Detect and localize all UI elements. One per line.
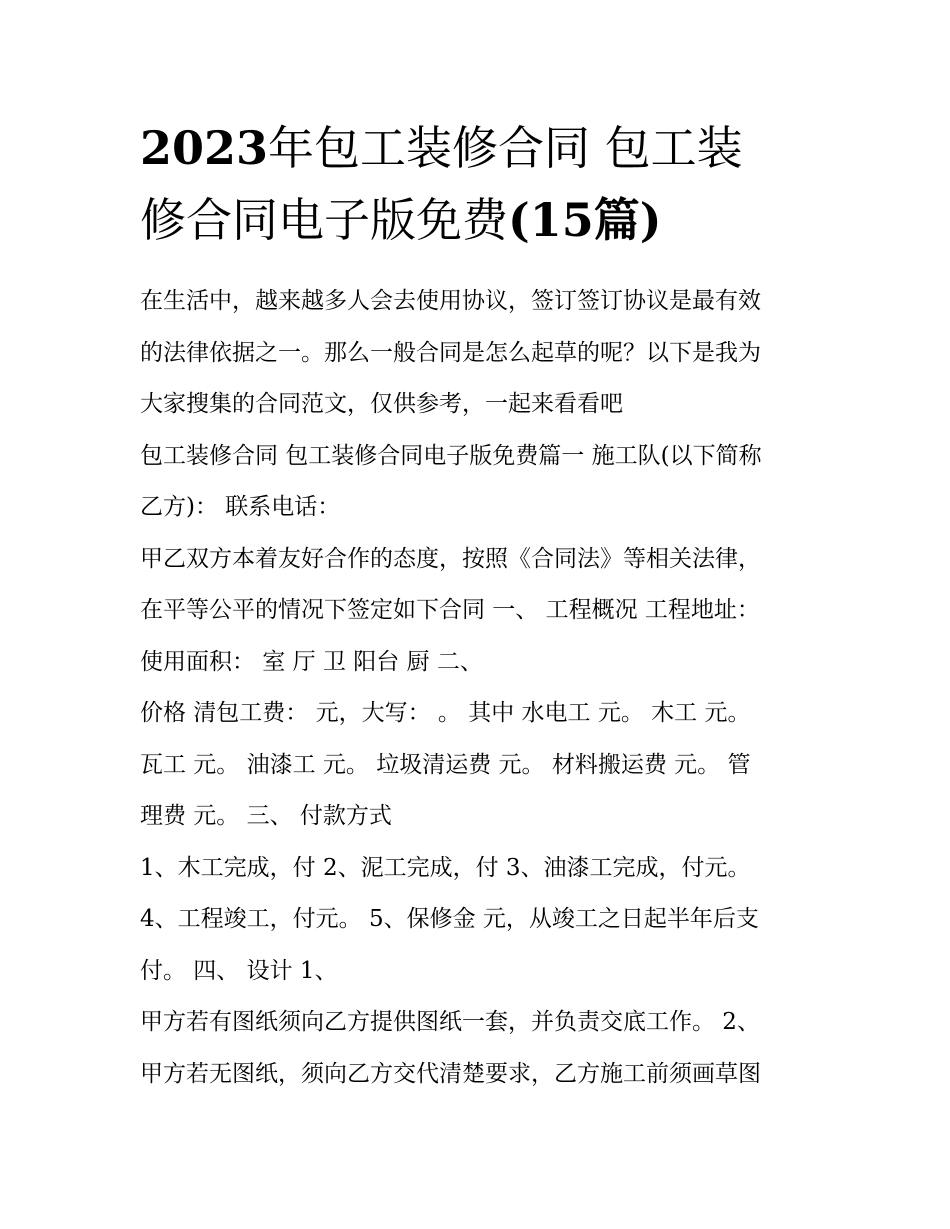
body-line: 1、木工完成，付 2、泥工完成，付 3、油漆工完成，付元。	[140, 854, 751, 881]
body-line: 包工装修合同 包工装修合同电子版免费篇一 施工队(以下简称	[140, 442, 762, 469]
body-line: 价格 清包工费： 元，大写： 。 其中 水电工 元。 木工 元。	[140, 700, 751, 726]
title-year: 2023	[140, 121, 269, 175]
title-line-2-text: 修合同电子版免费	[140, 193, 508, 247]
body-line: 瓦工 元。 油漆工 元。 垃圾清运费 元。 材料搬运费 元。 管	[140, 751, 751, 778]
body-line: 在生活中，越来越多人会去使用协议，签订签订协议是最有效	[140, 288, 761, 314]
body-line: 的法律依据之一。那么一般合同是怎么起草的呢？以下是我为	[140, 339, 761, 366]
body-line: 理费 元。 三、 付款方式	[140, 803, 392, 829]
body-line: 甲方若无图纸，须向乙方交代清楚要求，乙方施工前须画草图	[140, 1060, 761, 1087]
title-line-1	[140, 112, 820, 184]
body-line: 甲方若有图纸须向乙方提供图纸一套，并负责交底工作。 2、	[140, 1009, 760, 1035]
body-line: 甲乙双方本着友好合作的态度，按照《合同法》等相关法律，	[140, 545, 761, 572]
title-end: 篇)	[593, 193, 662, 247]
body-line: 4、工程竣工，付元。 5、保修金 元，从竣工之日起半年后支	[140, 906, 759, 932]
title-line-1-text: 年包工装修合同 包工装	[268, 121, 743, 175]
title-count: (15	[508, 193, 594, 247]
body-line: 乙方)： 联系电话：	[140, 494, 341, 520]
body-line: 使用面积： 室 厅 卫 阳台 厨 二、	[140, 648, 483, 675]
body-line: 付。 四、 设计 1、	[140, 957, 338, 984]
body-line: 大家搜集的合同范文，仅供参考，一起来看看吧	[140, 391, 623, 417]
document-body	[140, 276, 830, 1100]
title-line-2	[140, 184, 820, 256]
body-line: 在平等公平的情况下签定如下合同 一、 工程概况 工程地址：	[140, 597, 760, 623]
document-title	[140, 112, 820, 256]
